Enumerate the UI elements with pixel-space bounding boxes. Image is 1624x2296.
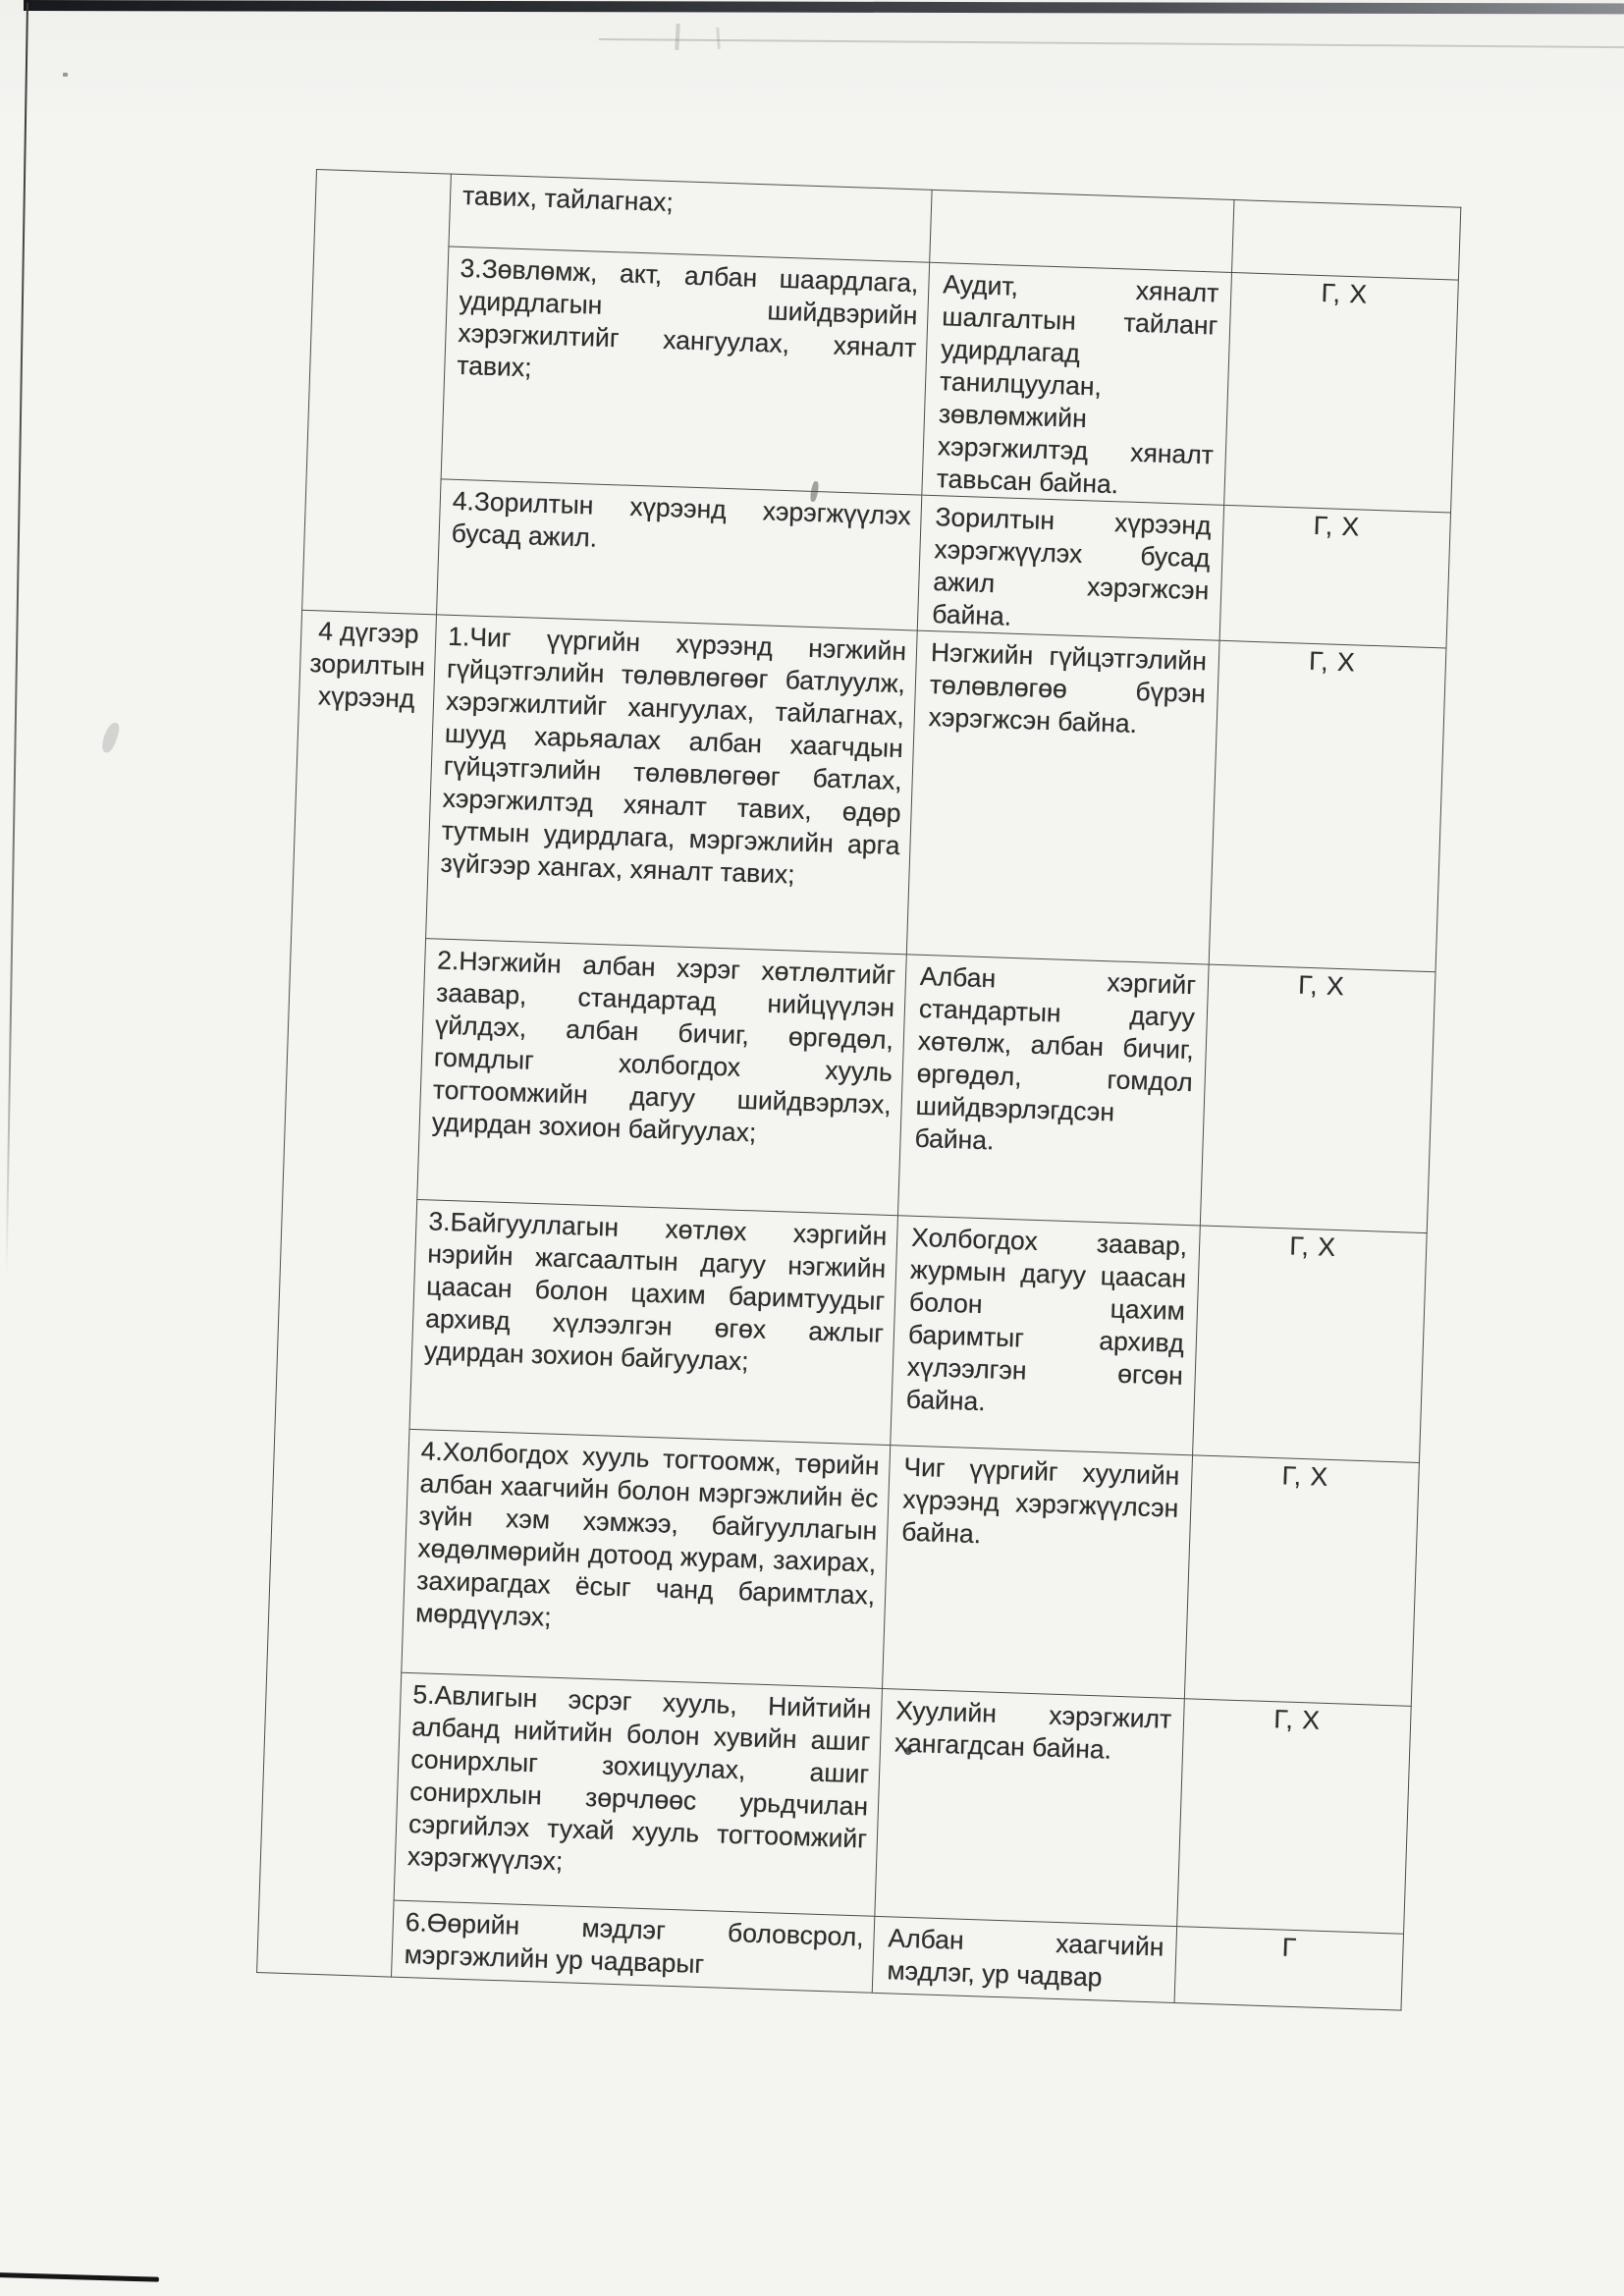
result-cell: Чиг үүргийг хуулийн хүрээнд хэрэгжүүлсэн байна.: [883, 1446, 1193, 1699]
result-cell: [930, 190, 1234, 272]
scan-page-edge-artifact: [6, 3, 28, 1275]
grade-cell: Г, Х: [1200, 964, 1435, 1233]
result-cell: Холбогдох заавар, журмын дагуу цаасан болон цахим баримтыг архивд хүлээлгэн өгсөн байна.: [891, 1216, 1201, 1455]
result-cell: Зорилтын хүрээнд хэрэгжүүлэх бусад ажил хэрэгжсэн байна.: [917, 495, 1223, 640]
grade-cell: Г, Х: [1193, 1226, 1428, 1463]
result-cell: Аудит, хяналт шалгалтын тайланг удирдлагад танилцуулан, зөвлөмжийн хэрэгжилтэд хяналт тавьсан байна.: [922, 262, 1232, 505]
duty-cell: 6.Өөрийн мэдлэг боловсрол, мэргэжлийн ур чадварыг: [392, 1900, 875, 1993]
grade-cell: Г: [1174, 1927, 1403, 2011]
duty-cell: 4.Зорилтын хүрээнд хэрэгжүүлэх бусад ажил.: [437, 479, 922, 630]
table-row: [259, 1668, 1411, 1935]
grade-cell: Г, Х: [1224, 272, 1459, 513]
duty-cell: тавих, тайлагнах;: [449, 174, 932, 262]
grade-cell: Г, Х: [1209, 640, 1446, 971]
duty-cell: 3.Зөвлөмж, акт, албан шаардлага, удирдлагын шийдвэрийн хэрэгжилтийг хангуулах, хяналт тавих;: [441, 246, 930, 495]
result-cell: Нэгжийн гүйцэтгэлийн төлөвлөгөө бүрэн хэрэгжсэн байна.: [906, 630, 1219, 964]
result-cell: Хуулийн хэрэгжилт хангагдсан байна.: [875, 1688, 1185, 1926]
result-cell: Албан хаагчийн мэдлэг, ур чадвар: [872, 1916, 1176, 2002]
objective-cell: 4 дүгээр зорилтын хүрээнд: [257, 610, 437, 1977]
duty-cell: 3.Байгууллагын хөтлөх хэргийн нэрийн жагсаалтын дагуу нэгжийн цаасан болон цахим баримтуудыг архивд хүлээлгэн өгөх ажлыг удирдан зохион байгуулах;: [409, 1199, 897, 1445]
table-row: [292, 610, 1446, 971]
scan-speck-artifact: [63, 73, 68, 77]
table-row: [267, 1425, 1420, 1707]
scan-faint-line-artifact: [599, 38, 1624, 48]
scan-mark-artifact: [675, 24, 679, 50]
duty-cell: 4.Холбогдох хууль тогтоомж, төрийн албан хаагчийн болон мэргэжлийн ёс зүйн хэм хэмжээ, байгууллагын хөдөлмөрийн дотоод журам, захирах, захирагдах ёсыг чанд баримтлах, мөрдүүлэх;: [402, 1429, 891, 1688]
grade-cell: [1232, 200, 1461, 281]
duty-cell: 5.Авлигын эсрэг хууль, Нийтийн албанд нийтийн болон хувийн ашиг сонирхлыг зохицуулах, ашиг сонирхлын зөрчлөөс урьдчилан сэргийлэх тухай хууль тогтоомжийг хэрэгжүүлэх;: [394, 1672, 882, 1916]
evaluation-table: [256, 169, 1461, 2011]
evaluation-table-wrap: [256, 169, 1460, 2011]
table-row: [283, 934, 1435, 1233]
grade-cell: Г, Х: [1177, 1699, 1412, 1935]
table-row: [306, 242, 1458, 513]
objective-cell: [302, 170, 452, 615]
scan-smudge-artifact: [99, 721, 121, 754]
duty-cell: 2.Нэгжийн албан хэрэг хөтлөлтийг заавар, стандартад нийцүүлэн үйлдэх, албан бичиг, өргөдөл, гомдлыг холбогдох хууль тогтоомжийн дагуу шийдвэрлэх, удирдан зохион байгуулах;: [417, 939, 907, 1216]
table-row: [275, 1195, 1427, 1463]
result-cell: Албан хэргийг стандартын дагуу хөтөлж, албан бичиг, өргөдөл, гомдол шийдвэрлэгдсэн байна.: [897, 955, 1209, 1226]
grade-cell: Г, Х: [1219, 505, 1450, 648]
grade-cell: Г, Х: [1184, 1455, 1419, 1707]
duty-cell: 1.Чиг үүргийн хүрээнд нэгжийн гүйцэтгэлийн төлөвлөгөөг батлуулж, хэрэгжилтийг хангуулах, тайлагнах, шууд харьяалах албан хаагчдын гүйцэтгэлийн төлөвлөгөөг батлах, хэрэгжилтэд хяналт тавих, өдөр тутмын удирдлага, мэргэжлийн арга зүйгээр хангах, хяналт тавих;: [426, 615, 918, 955]
scan-bottom-edge-artifact: [0, 2272, 159, 2282]
scan-top-band-artifact: [24, 0, 1624, 14]
